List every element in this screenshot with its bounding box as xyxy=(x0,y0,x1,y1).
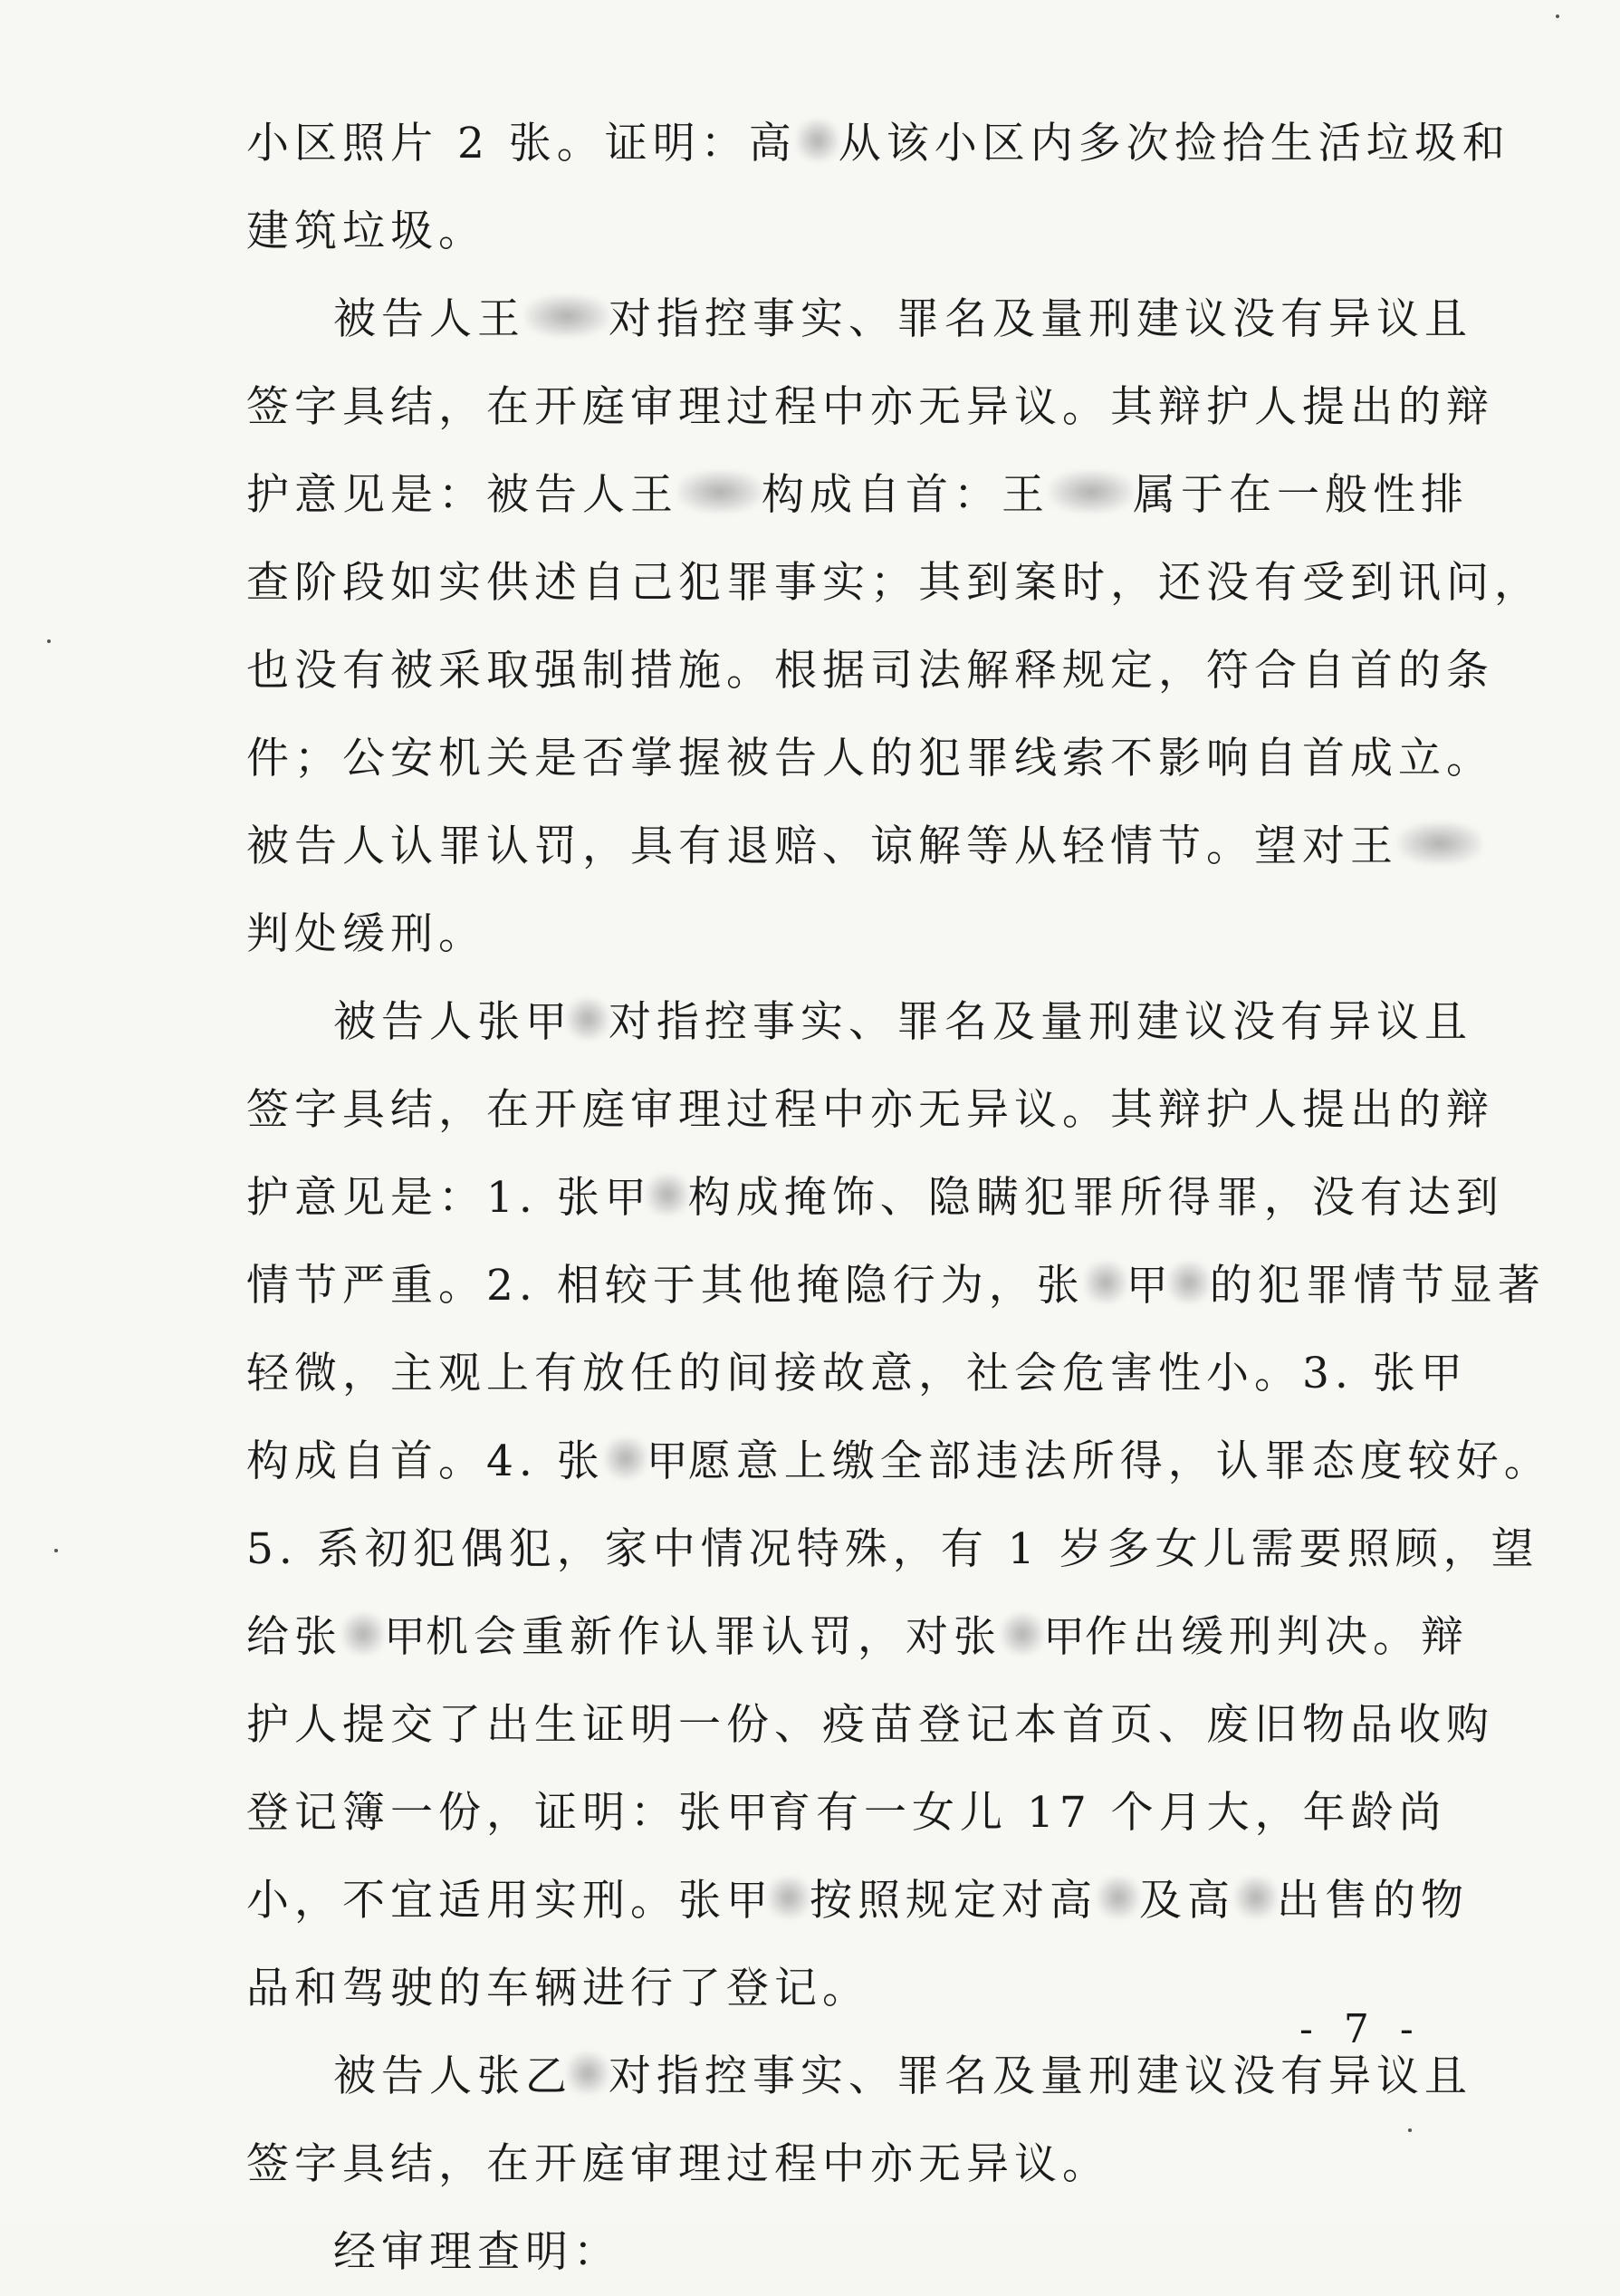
text-line xyxy=(246,1242,1546,1330)
text-run: 登记簿一份，证明：张 xyxy=(246,1788,726,1838)
text-run: 小，不宜适用实刑。张 xyxy=(246,1876,726,1926)
text-run: 被告人张 xyxy=(333,997,525,1047)
text-run: 机会重新作认罪认罚，对张 xyxy=(426,1612,1002,1662)
text-run: 作出缓刑判决。辩 xyxy=(1085,1612,1469,1662)
text-run: 对指控事实、罪名及量刑建议没有异议且 xyxy=(609,2051,1472,2101)
text-line xyxy=(246,1066,1494,1154)
text-line xyxy=(246,363,1494,451)
redacted-blur xyxy=(1098,1877,1139,1918)
text-run: 构成自首。4. 张 xyxy=(246,1436,605,1486)
text-line xyxy=(246,802,1405,890)
redacted-blur xyxy=(797,120,839,161)
text-line xyxy=(246,1330,1462,1417)
text-run: 被告人认罪认罚，具有退赔、谅解等从轻情节。望对王 xyxy=(246,821,1398,871)
scan-speck xyxy=(1556,14,1559,18)
redacted-blur xyxy=(678,471,762,513)
text-run: 育有一女儿 17 个月大，年龄尚 xyxy=(768,1788,1447,1838)
text-run: 的犯罪情节显著 xyxy=(1209,1261,1546,1311)
text-line xyxy=(246,1154,1504,1242)
redacted-blur xyxy=(1002,1613,1043,1655)
text-line xyxy=(246,1857,1469,1945)
pseudonym-label: 甲 xyxy=(646,1436,688,1485)
text-run: 护人提交了出生证明一份、疫苗登记本首页、废旧物品收购 xyxy=(246,1700,1494,1750)
text-line xyxy=(246,1593,1469,1681)
text-run: 品和驾驶的车辆进行了登记。 xyxy=(246,1964,870,2013)
redacted-blur xyxy=(525,295,609,337)
redacted-blur xyxy=(1085,1262,1126,1303)
text-run: 判处缓刑。 xyxy=(246,909,486,959)
text-run: 5. 系初犯偶犯，家中情况特殊，有 1 岁多女儿需要照顾，望 xyxy=(246,1524,1539,1574)
redacted-blur xyxy=(647,1174,688,1215)
text-run: 及高 xyxy=(1139,1876,1235,1926)
redacted-blur xyxy=(605,1437,647,1479)
text-line xyxy=(246,1945,1405,2032)
redacted-blur xyxy=(1050,471,1133,513)
redacted-blur xyxy=(567,998,609,1040)
pseudonym-label: 甲 xyxy=(604,1173,647,1222)
redacted-blur xyxy=(768,1877,810,1918)
text-line xyxy=(246,715,1494,802)
text-run: 对指控事实、罪名及量刑建议没有异议且 xyxy=(609,294,1472,344)
text-run: 签字具结，在开庭审理过程中亦无异议。 xyxy=(246,2139,1110,2189)
redacted-blur xyxy=(1168,1262,1210,1303)
text-line xyxy=(246,539,1542,627)
text-line xyxy=(246,2208,1405,2296)
text-run: 经审理查明： xyxy=(333,2227,621,2277)
text-line xyxy=(246,275,1472,363)
text-run: 查阶段如实供述自己犯罪事实；其到案时，还没有受到讯问， xyxy=(246,558,1542,608)
pseudonym-label: 甲 xyxy=(726,1788,768,1837)
scan-speck xyxy=(47,639,51,643)
text-run: 出售的物 xyxy=(1277,1876,1469,1926)
page-number: - 7 - xyxy=(1299,2006,1423,2052)
text-run: 对指控事实、罪名及量刑建议没有异议且 xyxy=(609,997,1472,1047)
body-text xyxy=(246,100,1552,2296)
text-run: 签字具结，在开庭审理过程中亦无异议。其辩护人提出的辩 xyxy=(246,1085,1494,1135)
text-run: 被告人王 xyxy=(333,294,525,344)
text-run: 属于在一般性排 xyxy=(1133,470,1469,520)
text-run: 愿意上缴全部违法所得，认罪态度较好。 xyxy=(687,1436,1552,1486)
pseudonym-label: 甲 xyxy=(525,997,567,1046)
text-line xyxy=(246,451,1469,539)
scan-speck xyxy=(54,1549,58,1552)
text-line xyxy=(246,2120,1405,2208)
pseudonym-label: 甲 xyxy=(384,1612,426,1661)
pseudonym-label: 甲 xyxy=(1126,1261,1168,1310)
text-run: 情节严重。2. 相较于其他掩隐行为，张 xyxy=(246,1261,1085,1311)
pseudonym-label: 乙 xyxy=(525,2051,567,2100)
text-line xyxy=(246,187,1405,275)
text-line xyxy=(246,890,1405,978)
text-run: 小区照片 2 张。证明：高 xyxy=(246,119,797,168)
text-line xyxy=(246,100,1510,187)
text-run: 给张 xyxy=(246,1612,342,1662)
text-line xyxy=(246,1769,1447,1857)
text-run: 护意见是：1. 张 xyxy=(246,1173,605,1223)
text-line xyxy=(246,978,1472,1066)
redacted-blur xyxy=(567,2052,609,2094)
text-run: 也没有被采取强制措施。根据司法解释规定，符合自首的条 xyxy=(246,646,1494,696)
text-run: 护意见是：被告人王 xyxy=(246,470,678,520)
text-run: 构成掩饰、隐瞒犯罪所得罪，没有达到 xyxy=(687,1173,1504,1223)
redacted-blur xyxy=(1398,822,1481,864)
pseudonym-label: 甲 xyxy=(726,1876,768,1925)
redacted-blur xyxy=(1235,1877,1277,1918)
text-run: 建筑垃圾。 xyxy=(246,207,486,256)
text-run: 件；公安机关是否掌握被告人的犯罪线索不影响自首成立。 xyxy=(246,734,1494,783)
text-run: 从该小区内多次捡拾生活垃圾和 xyxy=(838,119,1510,168)
text-line xyxy=(246,2032,1472,2120)
scan-speck xyxy=(1408,2128,1412,2132)
redacted-blur xyxy=(342,1613,384,1655)
text-line xyxy=(246,1681,1494,1769)
text-run: 构成自首：王 xyxy=(762,470,1050,520)
pseudonym-label: 甲 xyxy=(1420,1349,1462,1398)
pseudonym-label: 甲 xyxy=(1043,1612,1085,1661)
text-line xyxy=(246,1505,1539,1593)
text-line xyxy=(246,1417,1552,1505)
text-line xyxy=(246,627,1494,715)
text-run: 被告人张 xyxy=(333,2051,525,2101)
text-run: 签字具结，在开庭审理过程中亦无异议。其辩护人提出的辩 xyxy=(246,382,1494,432)
text-run: 轻微，主观上有放任的间接故意，社会危害性小。3. 张 xyxy=(246,1349,1421,1398)
text-run: 按照规定对高 xyxy=(810,1876,1098,1926)
